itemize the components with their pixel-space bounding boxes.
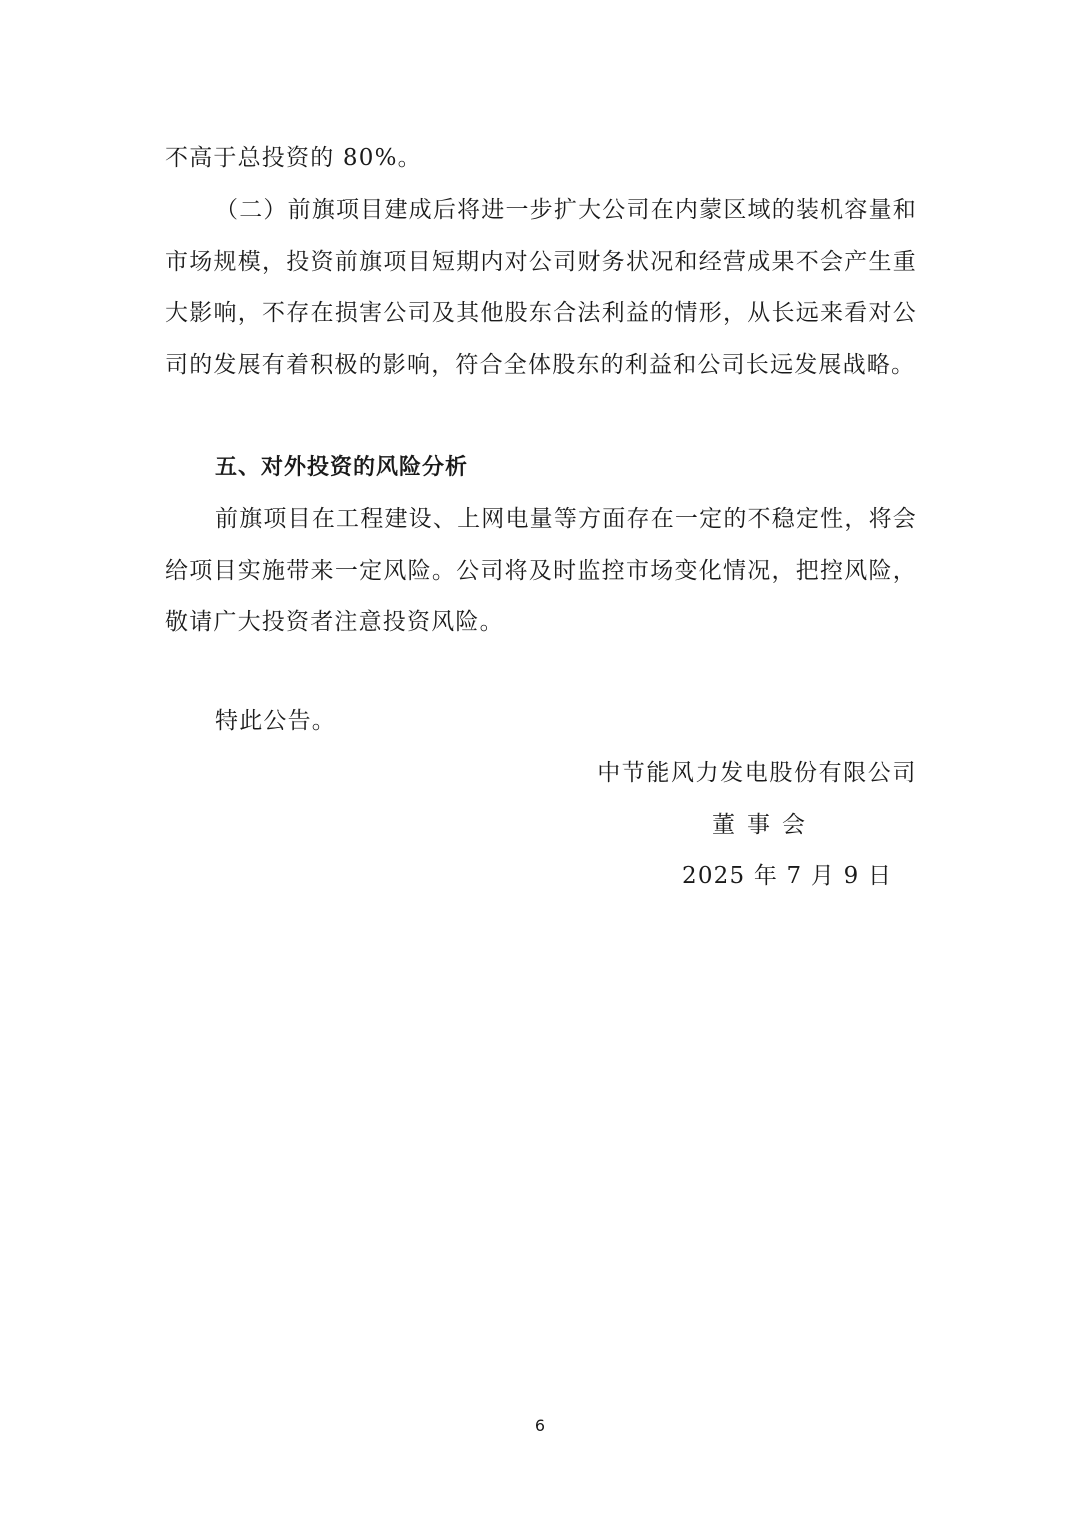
paragraph-project-impact: （二）前旗项目建成后将进一步扩大公司在内蒙区域的装机容量和市场规模，投资前旗项目短期内对公司财务状况和经营成果不会产生重大影响，不存在损害公司及其他股东合法利益的情形，从长远来看对公司的发展有着积极的影响，符合全体股东的利益和公司长远发展战略。 [165,197,917,378]
closing-statement: 特此公告。 [215,708,336,734]
page-number: 6 [534,1416,546,1435]
continuation-line: 不高于总投资的 80%。 [165,145,422,171]
paragraph-risk-analysis: 前旗项目在工程建设、上网电量等方面存在一定的不稳定性，将会给项目实施带来一定风险。公司将及时监控市场变化情况，把控风险，敬请广大投资者注意投资风险。 [165,506,917,635]
section-heading-risk-analysis: 五、对外投资的风险分析 [215,455,469,480]
signature-date: 2025 年 7 月 9 日 [682,863,893,889]
signature-company-name: 中节能风力发电股份有限公司 [597,760,917,786]
signature-board: 董事会 [712,812,817,838]
